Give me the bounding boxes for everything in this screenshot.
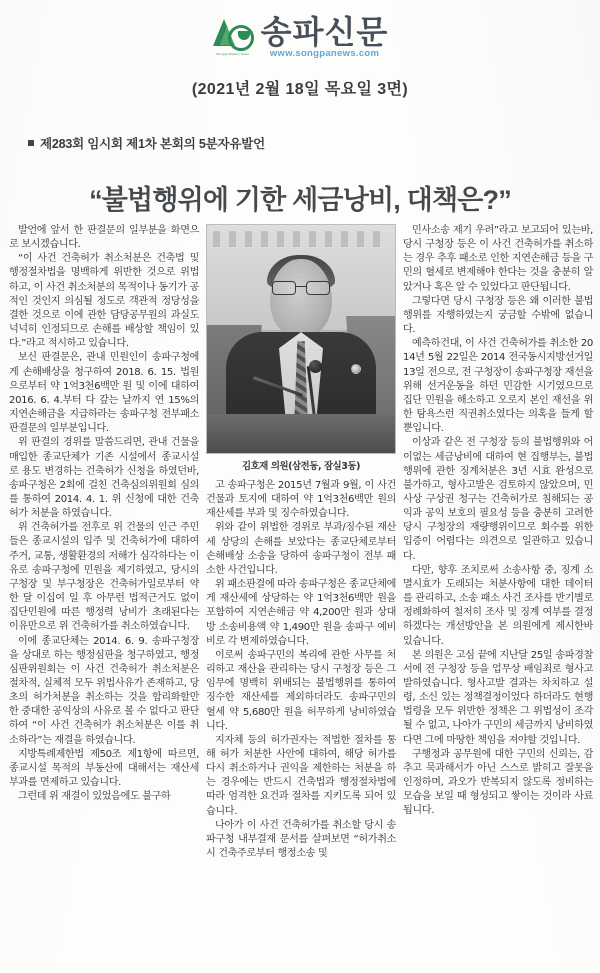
article-paragraph: 위 판결의 경위를 말씀드리면, 관내 건물을 매입한 종교단체가 기존 시설에서 종교시설로 용도 변경하는 건축허가 신청을 하였던바, 송파구청은 2회에 걸친 건축심의위원회 심의를 통하여 2014. 4. 1. 위 신청에 대한 건축허가 처분을 하였습니다. bbox=[9, 437, 199, 520]
article-paragraph: 발언에 앞서 한 판결문의 일부분을 화면으로 보시겠습니다. bbox=[9, 225, 199, 251]
newspaper-title: 송파신문 bbox=[260, 12, 389, 51]
article-column-2 bbox=[206, 224, 396, 969]
article-paragraph: 다만, 향후 조치로써 소송사항 중, 징계 소멸시효가 도래되는 처분사항에 대한 데이터를 관리하고, 소송 패소 사건 조사를 반기별로 정례화하여 철저히 조사 및 징계 여부를 결정하겠다는 개선방안을 본 의원에게 제시한바 있습니다. bbox=[403, 564, 593, 647]
article-paragraph: 나아가 이 사건 건축허가를 취소할 당시 송파구청 내부결재 문서를 살펴보면 “허가취소 시 건축주로부터 행정소송 및 bbox=[206, 819, 396, 860]
article-paragraph: 위와 같이 위법한 경위로 부과/징수된 재산세 상당의 손해를 보았다는 종교단체로부터 손해배상 소송을 당하여 송파구청이 전부 패소한 사건입니다. bbox=[206, 522, 396, 576]
masthead bbox=[0, 8, 600, 66]
article-paragraph: 이로써 송파구민의 복리에 관한 사무를 처리하고 재산을 관리하는 당시 구청장 등은 그 임무에 명백히 위배되는 불법행위를 통하여 징수한 재산세를 제외하더라도 송파구민의 혈세 약 5,680만 원을 허무하게 낭비하였습니다. bbox=[206, 649, 396, 732]
article-photo-caption: 김호재 의원(삼전동, 잠실3동) bbox=[241, 461, 360, 472]
article-paragraph: 보신 판결문은, 관내 민원인이 송파구청에게 손해배상을 청구하여 2018. 6. 15. 법원으로부터 약 1억3천6백만 원 및 이에 대하여 2016. 6. 4.부터 다 갚는 날까지 연 15%의 지연손해금을 지급하라는 송파구청 전부패소 판결문의 일부분입니다. bbox=[9, 352, 199, 435]
article-column-3 bbox=[403, 224, 593, 969]
article-paragraph: 구행정과 공무원에 대한 구민의 신뢰는, 감추고 묵과해서가 아닌 스스로 밝히고 잘못을 인정하며, 과오가 반복되지 않도록 정비하는 모습을 보일 때 형성되고 쌓이는 것이라 사료됩니다. bbox=[403, 748, 593, 817]
article-headline: “불법행위에 기한 세금낭비, 대책은?” bbox=[89, 185, 511, 216]
article-paragraph: 위 건축허가를 전후로 위 건물의 인근 주민들은 종교시설의 입주 및 건축허가에 대하여 주거, 교통, 생활환경의 저해가 심각하다는 이유로 송파구청에 민원을 제기하였고, 당시의 구청장 및 부구청장은 건축허가일로부터 약 한 달 이십여 일 후 아무런 법적근거도 없이 집단민원에 따른 행정력 낭비가 초래된다는 이유만으로 위 건축허가를 취소하였습니다. bbox=[9, 522, 199, 633]
article-paragraph: 고 송파구청은 2015년 7월과 9월, 이 사건 건물과 토지에 대하여 약 1억3천6백만 원의 재산세를 부과 및 징수하였습니다. bbox=[206, 480, 396, 520]
article-kicker-label: 제283회 임시회 제1차 본회의 5분자유발언 bbox=[40, 137, 265, 151]
article-paragraph: 지방특례제한법 제50조 제1항에 따르면, 종교시설 목적의 부동산에 대해서는 재산세 부과를 면제하고 있습니다. bbox=[9, 748, 199, 789]
article-paragraph: 그렇다면 당시 구청장 등은 왜 이러한 불법행위를 자행하였는지 궁금할 수밖에 없습니다. bbox=[403, 295, 593, 336]
article-body bbox=[9, 224, 593, 969]
article-paragraph: 이에 종교단체는 2014. 6. 9. 송파구청장을 상대로 하는 행정심판을 청구하였고, 행정심판위원회는 이 사건 건축허가 취소처분은 절차적, 실체적 모두 위법사유가 존재하고, 당초의 허가처분을 취소하는 것을 합리화할만한 중대한 공익상의 사유로 볼 수 없다고 판단하여 “이 사건 건축허가 취소처분은 이를 취소하라”는 재결을 하였습니다. bbox=[9, 635, 199, 746]
article-photo bbox=[206, 224, 396, 454]
issue-dateline: (2021년 2월 18일 목요일 3면) bbox=[191, 81, 409, 98]
article-paragraph: 민사소송 제기 우려”라고 보고되어 있는바, 당시 구청장 등은 이 사건 건축허가를 취소하는 경우 추후 패소로 인한 지연손해금 등을 구민의 혈세로 변제해야 한다는 것을 충분히 알았거나 혹은 알 수 있었다고 판단됩니다. bbox=[403, 225, 593, 293]
article-paragraph: “이 사건 건축허가 취소처분은 건축법 및 행정절차법을 명백하게 위반한 것으로 위법하고, 이 사건 취소처분의 목적이나 동기가 공적인 것인지 의심될 정도로 객관적 정당성을 결한 것으로 이에 관한 담당공무원의 과실도 넉넉히 인정되므로 손해를 배상할 책임이 있다.”라고 적시하고 있습니다. bbox=[9, 253, 199, 350]
article-photo-figure bbox=[206, 224, 396, 472]
article-paragraph: 본 의원은 고심 끝에 지난달 25일 송파경찰서에 전 구청장 등을 업무상 배임죄로 형사고발하였습니다. 형사고발 결과는 차치하고 설령, 소신 있는 정책결정이었다 하더라도 현행 법령을 모두 위반한 정책은 그 위법성이 조각될 수 없고, 나아가 구민의 세금까지 낭비하였다면 그에 마땅한 책임을 져야할 것입니다. bbox=[403, 649, 593, 746]
article-paragraph: 이상과 같은 전 구청장 등의 불법행위와 어이없는 세금낭비에 대하여 현 집행부는, 불법행위에 관한 징계처분은 3년 시효 완성으로 불가하고, 형사고발은 검토하지 않았으며, 민사상 구상권 청구는 건축허가로 침해되는 공익과 공익 보호의 필요성 등을 충분히 고려한 당시 구청장의 재량행위이므로 회수를 위한 입증이 어렵다는 의견으로 일관하고 있습니다. bbox=[403, 437, 593, 562]
article-kicker bbox=[28, 134, 265, 152]
article-paragraph: 위 패소판결에 따라 송파구청은 종교단체에게 재산세에 상당하는 약 1억3천6백만 원을 포함하여 지연손해금 약 4,200만 원과 상대방 소송비용액 약 1,490만 원을 송파구 예비비로 각 변제하였습니다. bbox=[206, 579, 396, 647]
newspaper-website: www.songpanews.com bbox=[269, 47, 380, 59]
bullet-square-icon bbox=[28, 140, 34, 146]
newspaper-logo bbox=[212, 12, 389, 59]
article-paragraph: 그런데 위 재결이 있었음에도 불구하 bbox=[18, 791, 171, 803]
mountain-circle-logo-icon bbox=[212, 17, 254, 57]
logo-mark-caption: Songpa Weekly News bbox=[216, 52, 250, 56]
article-column-1 bbox=[9, 224, 199, 969]
article-paragraph: 지자체 등의 허가권자는 적법한 절차를 통해 허가 처분한 사안에 대하여, 해당 허가를 다시 취소하거나 권익을 제한하는 처분을 하는 경우에는 반드시 건축법과 행정절차법에 따라 엄격한 요건과 절차를 지키도록 되어 있습니다. bbox=[206, 734, 396, 817]
article-paragraph: 예측하건대, 이 사건 건축허가를 취소한 2014년 5월 22일은 2014 전국동시지방선거일 13일 전으로, 전 구청장이 송파구청장 재선을 위해 선거운동을 하던 민감한 시기였으므로 집단 민원을 해소하고 오로지 본인 재선을 위한 탐욕스런 직권취소였다는 의혹을 들게 할 뿐입니다. bbox=[403, 338, 593, 435]
